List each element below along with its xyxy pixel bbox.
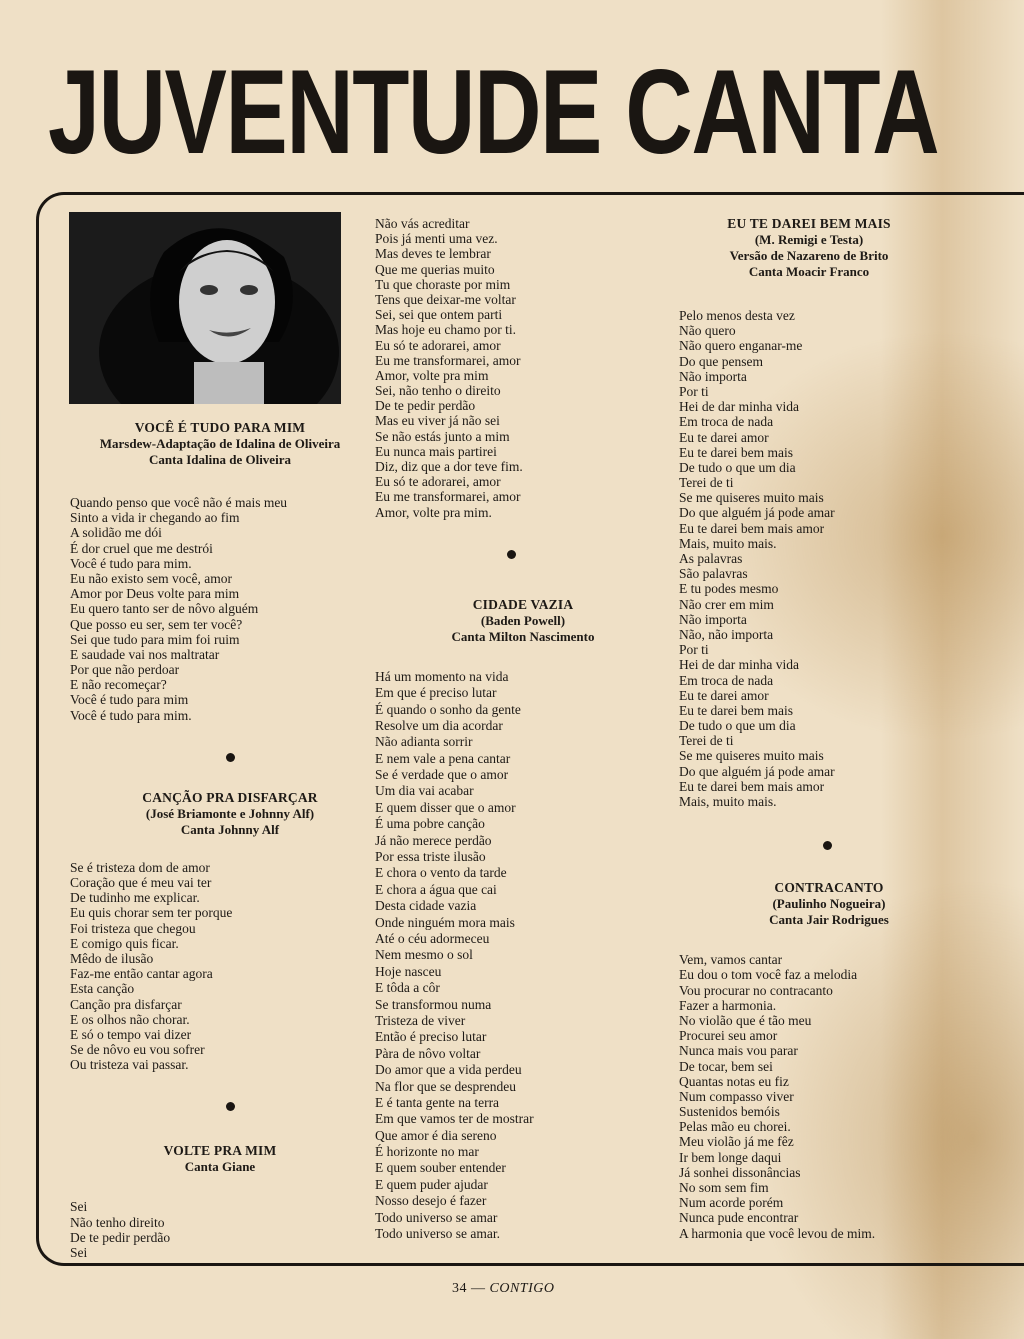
lyric-line: Não, não importa [679,626,774,642]
lyric-line: No violão que é tão meu [679,1012,812,1028]
lyric-line: Você é tudo para mim. [70,555,192,571]
lyric-line: Já sonhei dissonâncias [679,1164,801,1180]
lyric-line: Mas eu viver já não sei [375,413,500,429]
lyric-line: Não importa [679,611,747,627]
lyric-line: Eu não existo sem você, amor [70,570,232,586]
lyric-line: Por essa triste ilusão [375,849,486,865]
lyric-line: Sustenidos bemóis [679,1104,780,1120]
lyric-line: Já não merece perdão [375,832,492,848]
song-credits: (José Briamonte e Johnny Alf) [145,805,315,821]
lyric-line: Até o céu adormeceu [375,931,490,946]
lyric-line: Ir bem longe daqui [679,1149,782,1165]
lyric-line: Hei de dar minha vida [679,399,799,415]
lyric-line: Tristeza de viver [375,1012,466,1028]
lyric-line: Foi tristeza que chegou [70,920,196,936]
lyric-line: Vem, vamos cantar [679,952,783,968]
lyric-line: Mais, muito mais. [679,794,777,809]
lyric-line: Nunca pude encontrar [679,1210,799,1226]
lyric-line: De tocar, bem sei [679,1058,773,1074]
lyric-line: Amor, volte pra mim. [375,504,492,520]
lyric-line: Sei [70,1245,88,1260]
song-singer: Canta Idalina de Oliveira [149,452,291,467]
lyric-line: Eu te darei bem mais [679,444,793,460]
lyric-line: Amor por Deus volte para mim [70,586,240,602]
lyric-line: Procurei seu amor [679,1028,778,1044]
song-singer: Canta Jair Rodrigues [769,912,889,928]
footer-separator: — [471,1281,486,1296]
lyrics-block [679,952,939,1241]
lyric-line: Você é tudo para mim [70,692,189,708]
song-credits: Marsdew-Adaptação de Idalina de Oliveira [99,436,341,451]
lyric-line: Se me quiseres muito mais [679,490,824,506]
lyric-line: E quem puder ajudar [375,1176,488,1192]
lyric-line: De tudo o que um dia [679,718,796,734]
song-title: CIDADE VAZIA [472,596,574,612]
lyric-line: Se é tristeza dom de amor [70,859,210,875]
lyric-line: Que posso eu ser, sem ter você? [70,616,243,632]
section-bullet [507,550,516,559]
lyric-line: Coração que é meu vai ter [70,875,212,890]
lyric-line: Eu te darei bem mais amor [679,778,825,794]
column-3 [679,216,939,1241]
lyric-line: Do amor que a vida perdeu [375,1062,522,1078]
magazine-name: CONTIGO [489,1281,555,1296]
singer-photo [69,212,341,404]
lyric-line: Amor, volte pra mim [375,367,489,383]
lyric-line: Num acorde porém [679,1195,784,1211]
lyric-line: Tens que deixar-me voltar [375,291,516,307]
lyric-line: A solidão me dói [70,525,162,541]
lyric-line: Eu nunca mais partirei [375,443,497,459]
lyric-line: Em troca de nada [679,672,774,688]
lyric-line: Fazer a harmonia. [679,997,777,1013]
lyric-line: Não quero [679,323,736,339]
lyric-line: Vou procurar no contracanto [679,982,833,998]
lyric-line: E saudade vai nos maltratar [70,646,220,662]
lyric-line: Na flor que se desprendeu [375,1078,516,1094]
lyric-line: Não importa [679,368,747,384]
lyric-line: E nem vale a pena cantar [375,750,511,766]
lyric-line: Se me quiseres muito mais [679,748,824,764]
lyrics-block [70,1199,370,1260]
lyric-line: De tudinho me explicar. [70,890,200,906]
lyric-line: Quantas notas eu fiz [679,1073,789,1089]
lyrics-block [679,308,939,809]
lyric-line: Eu te darei bem mais [679,702,793,718]
song-credits: (Baden Powell) [480,612,566,628]
lyric-line: De tudo o que um dia [679,459,796,475]
lyric-line: Em troca de nada [679,414,774,430]
song-singer: Canta Johnny Alf [180,821,280,837]
lyric-line: Eu me transformarei, amor [375,489,521,505]
song-title: VOLTE PRA MIM [163,1143,277,1159]
lyric-line: Tu que choraste por mim [375,276,511,292]
lyric-line: Hoje nasceu [375,963,442,979]
lyric-line: É horizonte no mar [375,1144,479,1160]
song-singer: Canta Moacir Franco [748,264,870,279]
lyric-line: E tu podes mesmo [679,581,779,597]
lyric-line: Se não estás junto a mim [375,428,510,444]
lyric-line: Você é tudo para mim. [70,707,192,723]
lyric-line: De te pedir perdão [70,1229,171,1245]
lyric-line: Hei de dar minha vida [679,657,799,673]
lyric-line: Se é verdade que o amor [375,767,509,783]
lyric-line: Em que é preciso lutar [375,685,497,701]
lyric-line: Terei de ti [679,733,734,749]
lyric-line: Num compasso viver [679,1088,794,1104]
lyric-line: É uma pobre canção [375,816,485,832]
lyric-line: E comigo quis ficar. [70,935,179,951]
song-title: EU TE DAREI BEM MAIS [727,216,891,231]
lyric-line: Onde ninguém mora mais [375,914,515,930]
lyric-line: Sei, não tenho o direito [375,383,501,399]
lyric-line: Desta cidade vazia [375,898,477,914]
page-title: JUVENTUDE CANTA [48,45,939,179]
song-singer: Canta Milton Nascimento [451,628,595,644]
lyric-line: E quem disser que o amor [375,799,516,815]
lyric-line: Não crer em mim [679,596,774,612]
song-version: Versão de Nazareno de Brito [729,248,889,263]
lyric-line: São palavras [679,566,748,582]
lyrics-block [70,495,370,723]
lyric-line: Todo universo se amar. [375,1226,501,1242]
lyric-line: De te pedir perdão [375,398,476,414]
lyric-line: E chora o vento da tarde [375,865,507,881]
song-credits: (Paulinho Nogueira) [772,896,886,912]
lyric-line: E não recomeçar? [70,677,167,693]
lyric-line: Nosso desejo é fazer [375,1193,487,1209]
lyric-line: Mas hoje eu chamo por ti. [375,322,516,338]
lyric-line: Eu me transformarei, amor [375,352,521,368]
lyric-line: Em que vamos ter de mostrar [375,1111,534,1127]
lyric-line: Do que alguém já pode amar [679,505,835,521]
portrait-illustration [69,212,341,404]
page-number: 34 [452,1281,467,1296]
lyric-line: Sei que tudo para mim foi ruim [70,631,240,647]
lyric-line: Diz, diz que a dor teve fim. [375,459,523,474]
section-bullet [823,841,832,850]
lyric-line: As palavras [679,551,743,566]
lyric-line: Pàra de nôvo voltar [375,1045,481,1061]
lyric-line: Eu só te adorarei, amor [375,474,501,490]
lyric-line: É quando o sonho da gente [375,701,521,717]
lyric-line: Não adianta sorrir [375,734,473,750]
lyric-line: É dor cruel que me destrói [70,540,213,556]
lyric-line: Não vás acreditar [375,216,470,231]
lyric-line: E chora a água que cai [375,881,497,897]
lyric-line: E é tanta gente na terra [375,1094,500,1110]
lyric-line: Quando penso que você não é mais meu [70,495,288,510]
lyric-line: Pois já menti uma vez. [375,231,498,247]
lyric-line: Terei de ti [679,475,734,491]
lyric-line: Pelo menos desta vez [679,308,795,323]
lyric-line: Por ti [679,383,709,399]
lyric-line: Resolve um dia acordar [375,717,503,733]
lyrics-block [375,669,615,1243]
lyrics-block [70,860,370,1073]
lyric-line: Por que não perdoar [70,662,180,678]
song-singer: Canta Giane [184,1159,256,1175]
lyric-line: Eu te darei amor [679,687,769,703]
lyric-line: Sei [70,1199,88,1215]
lyric-line: Do que alguém já pode amar [679,763,835,779]
lyric-line: Do que pensem [679,353,763,369]
lyric-line: Eu dou o tom você faz a melodia [679,967,858,983]
song-title: CANÇÃO PRA DISFARÇAR [142,789,318,805]
lyric-line: No som sem fim [679,1180,769,1195]
lyric-line: E tôda a côr [375,980,440,996]
lyric-line: Eu só te adorarei, amor [375,337,501,353]
lyric-line: Nem mesmo o sol [375,947,473,963]
lyric-line: Há um momento na vida [375,668,509,684]
column-1 [70,212,370,1260]
lyric-line: Canção pra disfarçar [70,996,182,1012]
lyric-line: Sei, sei que ontem parti [375,307,503,323]
lyric-line: Mais, muito mais. [679,535,777,551]
lyric-line: Se transformou numa [375,996,492,1012]
lyric-line: E só o tempo vai dizer [70,1026,192,1042]
lyric-line: Se de nôvo eu vou sofrer [70,1042,205,1058]
column-2 [375,216,615,1242]
lyric-line: Não quero enganar-me [679,338,803,354]
lyric-line: Mêdo de ilusão [70,950,154,966]
lyric-line: Sinto a vida ir chegando ao fim [70,510,240,526]
lyric-line: Eu te darei amor [679,429,769,445]
lyric-line: Então é preciso lutar [375,1029,487,1045]
song-title: CONTRACANTO [774,880,884,896]
lyric-line: Que me querias muito [375,261,495,277]
lyric-line: E os olhos não chorar. [70,1011,190,1027]
lyric-line: Todo universo se amar [375,1209,498,1225]
lyric-line: A harmonia que você levou de mim. [679,1225,876,1241]
lyric-line: Eu te darei bem mais amor [679,520,825,536]
lyric-line: Por ti [679,642,709,658]
lyric-line: Nunca mais vou parar [679,1043,798,1059]
lyric-line: Eu quero tanto ser de nôvo alguém [70,601,259,617]
lyric-line: E quem souber entender [375,1160,506,1176]
lyric-line: Ou tristeza vai passar. [70,1057,189,1073]
page-footer [452,1281,554,1297]
section-bullet [226,1102,235,1111]
lyric-line: Pelas mão eu chorei. [679,1119,791,1135]
lyric-line: Um dia vai acabar [375,783,474,799]
lyric-line: Meu violão já me fêz [679,1134,794,1150]
lyrics-block [375,216,615,520]
song-credits: (M. Remigi e Testa) [754,232,864,247]
lyric-line: Que amor é dia sereno [375,1127,497,1143]
section-bullet [226,753,235,762]
song-title: VOCÊ É TUDO PARA MIM [134,420,306,435]
lyric-line: Não tenho direito [70,1214,165,1230]
lyric-line: Mas deves te lembrar [375,246,491,262]
lyric-line: Eu quis chorar sem ter porque [70,905,233,921]
lyric-line: Esta canção [70,981,135,997]
lyric-line: Faz-me então cantar agora [70,966,213,982]
